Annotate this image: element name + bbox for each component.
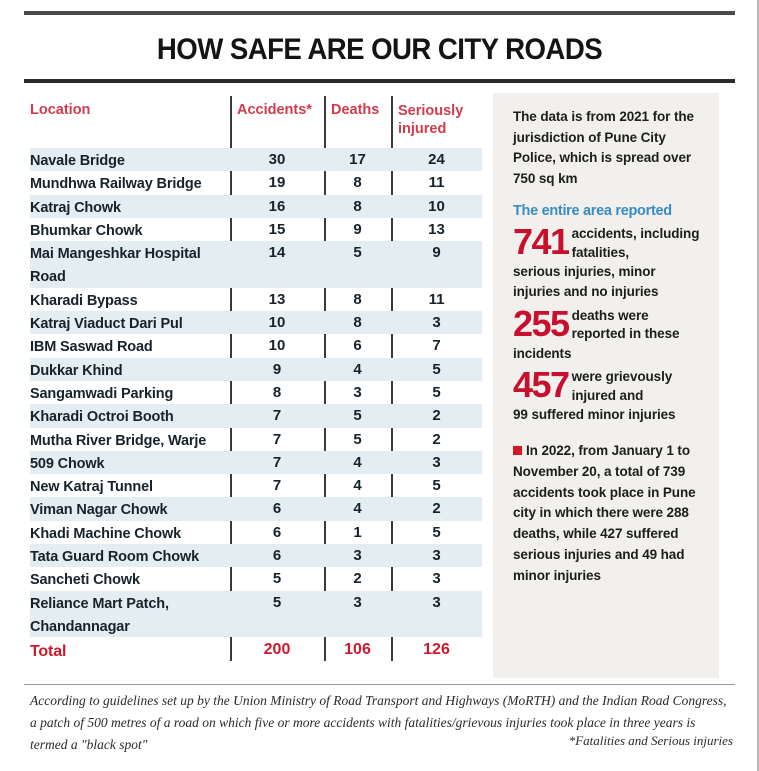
road-safety-table — [30, 96, 482, 661]
cell-serious: 3 — [432, 593, 441, 611]
cell-deaths: 4 — [353, 453, 362, 471]
cell-accidents: 13 — [268, 290, 286, 308]
table-header-row — [30, 96, 482, 148]
cell-accidents: 6 — [272, 547, 282, 565]
table-row — [30, 241, 482, 288]
cell-accidents: 6 — [272, 523, 282, 541]
cell-deaths: 8 — [353, 290, 362, 308]
statistic-label: deaths were reported in these — [571, 307, 680, 342]
cell-deaths: 1 — [353, 523, 362, 541]
table-row — [30, 171, 482, 194]
cell-serious: 10 — [428, 197, 445, 215]
cell-deaths: 2 — [353, 570, 362, 588]
cell-serious: 5 — [432, 477, 441, 495]
cell-accidents: 30 — [268, 151, 286, 168]
footer-rule — [24, 684, 735, 685]
table-row — [30, 544, 482, 567]
cell-deaths: 5 — [353, 430, 362, 448]
panel-blue-heading: The entire area reported — [513, 203, 672, 220]
cell-serious: 5 — [432, 360, 441, 378]
top-rule — [24, 11, 735, 15]
note-2022 — [513, 441, 703, 587]
cell-deaths: 8 — [353, 174, 362, 192]
table-row — [30, 148, 482, 171]
table-row — [30, 591, 482, 638]
cell-deaths: 9 — [353, 220, 362, 238]
statistic-block — [513, 302, 703, 365]
statistic-block — [513, 220, 703, 303]
cell-serious: 24 — [428, 151, 445, 168]
cell-serious: 9 — [432, 244, 441, 262]
cell-accidents: 19 — [268, 174, 286, 192]
footnote-main: According to guidelines set up by the Union Ministry of Road Transport and Highways (MoRTH) and the Indian Road Congress, a patch of 500 metres of a road on which five or more accidents with fatalities/grievous injuries took place in three years is termed a "black spot" — [30, 693, 727, 752]
cell-deaths: 6 — [353, 337, 362, 355]
cell-accidents: 8 — [272, 383, 282, 401]
column-header-accidents: Accidents* — [237, 102, 312, 118]
table-row — [30, 358, 482, 381]
cell-serious: 3 — [432, 453, 441, 471]
cell-location: Viman Nagar Chowk — [30, 502, 168, 519]
table-row — [30, 497, 482, 520]
cell-location: Mutha River Bridge, Warje — [30, 432, 207, 449]
cell-deaths: 8 — [353, 314, 362, 332]
cell-accidents: 7 — [272, 407, 282, 425]
cell-accidents: 9 — [272, 360, 282, 378]
statistic-continued: incidents — [513, 345, 572, 361]
cell-total-deaths: 106 — [344, 641, 371, 659]
cell-location: Mai Mangeshkar Hospital Road — [30, 246, 201, 286]
statistic-block — [513, 364, 703, 426]
column-header-serious-injured: Seriously injured — [398, 103, 464, 138]
statistics-panel — [493, 93, 719, 678]
cell-serious: 13 — [428, 220, 445, 238]
cell-accidents: 5 — [272, 593, 282, 611]
cell-deaths: 17 — [349, 151, 366, 168]
cell-deaths: 4 — [353, 477, 362, 495]
table-row — [30, 381, 482, 404]
statistic-label: accidents, including fatalities, — [571, 225, 700, 260]
cell-location: Kharadi Octroi Booth — [30, 409, 174, 426]
cell-deaths: 5 — [353, 244, 362, 262]
statistic-number: 457 — [513, 364, 569, 406]
cell-serious: 2 — [432, 430, 441, 448]
cell-accidents: 7 — [272, 453, 282, 471]
table-row — [30, 311, 482, 334]
cell-location: Sancheti Chowk — [30, 572, 140, 589]
note-2022-text: In 2022, from January 1 to November 20, a total of 739 accidents took place in Pune city in which there were 288 deaths, while 427 suffered serious injuries and 49 had minor injuries — [513, 442, 696, 584]
cell-accidents: 6 — [272, 500, 282, 518]
table-row — [30, 195, 482, 218]
statistic-continued: 99 suffered minor injuries — [513, 407, 676, 423]
square-bullet-icon — [513, 446, 522, 455]
table-row — [30, 218, 482, 241]
cell-accidents: 14 — [268, 244, 286, 262]
cell-location: Mundhwa Railway Bridge — [30, 176, 202, 193]
cell-location: 509 Chowk — [30, 455, 105, 472]
cell-deaths: 3 — [353, 547, 362, 565]
cell-deaths: 4 — [353, 500, 362, 518]
cell-total-label: Total — [30, 643, 67, 661]
statistic-continued: serious injuries, minor injuries and no injuries — [513, 264, 659, 300]
table-row — [30, 474, 482, 497]
cell-accidents: 7 — [272, 430, 282, 448]
cell-serious: 5 — [432, 523, 441, 541]
table-total-row — [30, 637, 482, 660]
table-row — [30, 451, 482, 474]
cell-location: Kharadi Bypass — [30, 292, 138, 309]
cell-location: Katraj Viaduct Dari Pul — [30, 316, 183, 333]
cell-location: Dukkar Khind — [30, 362, 123, 379]
cell-deaths: 4 — [353, 360, 362, 378]
cell-accidents: 15 — [268, 220, 286, 238]
table-row — [30, 288, 482, 311]
cell-total-accidents: 200 — [263, 641, 291, 659]
cell-location: Bhumkar Chowk — [30, 222, 143, 239]
statistics-list — [513, 220, 703, 426]
panel-intro-text: The data is from 2021 for the jurisdiction of Pune City Police, which is spread over 750 sq km — [513, 109, 694, 186]
cell-serious: 5 — [432, 383, 441, 401]
cell-deaths: 3 — [353, 593, 362, 611]
cell-serious: 2 — [432, 500, 441, 518]
cell-deaths: 8 — [353, 197, 362, 215]
table-row — [30, 334, 482, 357]
cell-serious: 3 — [432, 314, 441, 332]
cell-location: IBM Saswad Road — [30, 339, 153, 356]
cell-accidents: 16 — [268, 197, 286, 215]
cell-serious: 3 — [432, 547, 441, 565]
column-header-deaths: Deaths — [331, 102, 380, 118]
table-row — [30, 567, 482, 590]
cell-accidents: 10 — [268, 337, 286, 355]
table-row — [30, 404, 482, 427]
cell-serious: 2 — [432, 407, 441, 425]
cell-location: Sangamwadi Parking — [30, 385, 174, 402]
cell-location: Tata Guard Room Chowk — [30, 549, 199, 566]
title-rule — [24, 79, 735, 83]
cell-serious: 3 — [432, 570, 441, 588]
cell-serious: 11 — [428, 174, 445, 192]
cell-total-serious: 126 — [423, 641, 450, 659]
cell-accidents: 10 — [268, 314, 286, 332]
cell-deaths: 5 — [353, 407, 362, 425]
statistic-label: were grievously injured and — [571, 369, 673, 403]
column-header-location: Location — [30, 102, 91, 118]
cell-deaths: 3 — [353, 383, 362, 401]
table-body — [30, 148, 482, 661]
cell-location: Navale Bridge — [30, 153, 125, 169]
cell-serious: 7 — [432, 337, 441, 355]
cell-location: Reliance Mart Patch, Chandannagar — [30, 595, 169, 635]
statistic-number: 255 — [513, 302, 569, 344]
footnote-asterisk: *Fatalities and Serious injuries — [568, 733, 733, 748]
cell-serious: 11 — [428, 290, 445, 308]
table-row — [30, 428, 482, 451]
cell-location: Katraj Chowk — [30, 199, 121, 216]
cell-accidents: 7 — [272, 477, 282, 495]
statistic-number: 741 — [513, 220, 569, 262]
cell-location: Khadi Machine Chowk — [30, 525, 182, 542]
cell-accidents: 5 — [272, 570, 282, 588]
cell-location: New Katraj Tunnel — [30, 479, 153, 496]
table-row — [30, 521, 482, 544]
page-title: HOW SAFE ARE OUR CITY ROADS — [156, 33, 603, 66]
